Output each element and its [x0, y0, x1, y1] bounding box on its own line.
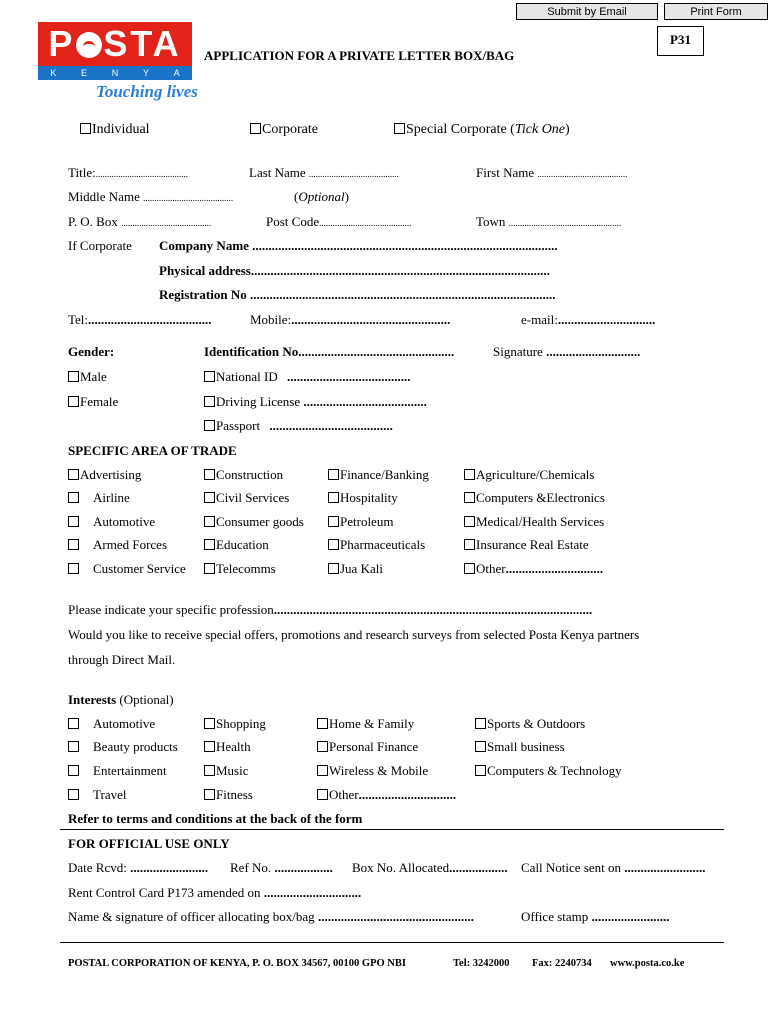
tel-label: Tel: [68, 312, 89, 327]
checkbox-icon[interactable] [68, 396, 79, 407]
id-passport[interactable]: Passport ...................................... [204, 418, 393, 434]
trade-option[interactable] [204, 467, 283, 483]
checkbox-icon[interactable] [204, 789, 215, 800]
paren-open: ( [294, 189, 299, 204]
checkbox-icon[interactable] [68, 718, 79, 729]
category-special-corporate[interactable] [394, 122, 570, 138]
town-field[interactable]: Town .................................................. [476, 214, 622, 229]
interest-option[interactable] [475, 739, 565, 755]
officer-field[interactable]: Name & signature of officer allocating box/bag ................................................ [68, 909, 474, 924]
mobile-label: Mobile: [250, 312, 292, 327]
offers-text-line2: through Direct Mail. [68, 652, 176, 667]
interest-option[interactable] [204, 716, 266, 732]
footer-tel: Tel: 3242000 [453, 958, 510, 969]
checkbox-icon[interactable] [68, 371, 79, 382]
checkbox-icon[interactable] [80, 123, 91, 134]
interest-option-label: Home & Family [329, 716, 415, 731]
trade-option[interactable] [464, 467, 594, 483]
logo-country-letter: N [111, 68, 119, 78]
first-name-label: First Name [476, 165, 535, 180]
checkbox-icon[interactable] [68, 765, 79, 776]
category-individual-label: Individual [92, 122, 150, 137]
logo-globe-icon [76, 32, 102, 58]
interest-option-label: Sports & Outdoors [487, 716, 586, 731]
trade-option[interactable] [68, 561, 186, 577]
checkbox-icon[interactable] [464, 563, 475, 574]
checkbox-icon[interactable] [204, 420, 215, 431]
checkbox-icon[interactable] [204, 469, 215, 480]
profession-label: Please indicate your specific profession [68, 602, 274, 617]
checkbox-icon[interactable] [317, 718, 328, 729]
interest-option-label: Wireless & Mobile [329, 763, 429, 778]
logo-country-letter: A [173, 68, 180, 78]
trade-option-label: Civil Services [216, 490, 290, 505]
rent-card-field[interactable]: Rent Control Card P173 amended on .............................. [68, 885, 362, 900]
tick-one-hint: Tick One [514, 122, 566, 137]
profession-field[interactable]: Please indicate your specific profession.................................................................................................. [68, 602, 593, 617]
trade-option-label: Pharmaceuticals [340, 537, 426, 552]
footer-website[interactable]: www.posta.co.ke [610, 958, 685, 969]
trade-option-label: Computers &Electronics [476, 490, 605, 505]
checkbox-icon[interactable] [68, 516, 79, 527]
date-rcvd-field[interactable]: Date Rcvd: ........................ [68, 860, 209, 875]
category-special-label: Special Corporate ( [406, 122, 515, 137]
footer-fax: Fax: 2240734 [532, 958, 592, 969]
interest-option[interactable] [68, 716, 155, 732]
interest-option[interactable] [68, 763, 167, 779]
submit-by-email-button[interactable]: Submit by Email [516, 3, 658, 20]
rent-card-label: Rent Control Card P173 amended on [68, 885, 261, 900]
trade-option[interactable] [68, 467, 141, 483]
interest-option-label: Entertainment [93, 763, 167, 778]
logo-tagline: Touching lives [96, 82, 198, 101]
checkbox-icon[interactable] [475, 718, 486, 729]
id-driving-license[interactable]: Driving License ...................................... [204, 394, 427, 410]
logo-letters-sta: STA [103, 23, 182, 64]
id-national-label: National ID [216, 369, 278, 384]
gender-male-label: Male [80, 369, 107, 384]
title-label: Title: [68, 165, 96, 180]
trade-option[interactable] [464, 490, 605, 506]
checkbox-icon[interactable] [328, 563, 339, 574]
email-field[interactable]: e-mail:.............................. [521, 312, 656, 327]
checkbox-icon[interactable] [328, 516, 339, 527]
trade-option-label: Advertising [80, 467, 142, 482]
trade-option-other[interactable]: Other.............................. [464, 561, 603, 577]
form-code: P31 [657, 26, 704, 56]
checkbox-icon[interactable] [475, 765, 486, 776]
gender-heading: Gender: [68, 344, 115, 359]
checkbox-icon[interactable] [464, 492, 475, 503]
trade-option[interactable] [328, 467, 429, 483]
checkbox-icon[interactable] [204, 765, 215, 776]
checkbox-icon[interactable] [317, 789, 328, 800]
office-stamp-label: Office stamp [521, 909, 589, 924]
interest-option[interactable] [317, 716, 414, 732]
trade-option[interactable] [464, 537, 589, 553]
interest-option[interactable] [204, 787, 253, 803]
first-name-field[interactable]: First Name ........................................ [476, 165, 628, 180]
checkbox-icon[interactable] [204, 396, 215, 407]
checkbox-icon[interactable] [464, 539, 475, 550]
trade-option[interactable] [68, 537, 167, 553]
divider [60, 942, 724, 943]
call-notice-field[interactable]: Call Notice sent on ......................... [521, 860, 706, 875]
email-label: e-mail: [521, 312, 558, 327]
interest-option[interactable] [317, 739, 418, 755]
trade-option-label: Consumer goods [216, 514, 304, 529]
interest-option[interactable] [68, 739, 178, 755]
logo-country-letter: E [81, 68, 88, 78]
ref-no-field[interactable]: Ref No. .................. [230, 860, 333, 875]
trade-heading: SPECIFIC AREA OF TRADE [68, 443, 237, 458]
call-notice-label: Call Notice sent on [521, 860, 622, 875]
interest-option[interactable] [317, 763, 428, 779]
id-passport-label: Passport [216, 418, 261, 433]
checkbox-icon[interactable] [464, 516, 475, 527]
checkbox-icon[interactable] [475, 741, 486, 752]
checkbox-icon[interactable] [317, 741, 328, 752]
trade-option[interactable] [204, 561, 276, 577]
registration-no-field[interactable]: Registration No .............................................................................................. [159, 287, 556, 302]
paren-close: ) [344, 189, 349, 204]
post-code-field[interactable]: Post Code......................................... [266, 214, 412, 229]
registration-no-label: Registration No [159, 287, 247, 302]
checkbox-icon[interactable] [317, 765, 328, 776]
interest-option-label: Music [216, 763, 249, 778]
mobile-field[interactable]: Mobile:................................................. [250, 312, 451, 327]
logo-letter-p: P [48, 23, 76, 64]
trade-option-label: Petroleum [340, 514, 394, 529]
checkbox-icon[interactable] [204, 492, 215, 503]
checkbox-icon[interactable] [204, 718, 215, 729]
pobox-field[interactable]: P. O. Box ........................................ [68, 214, 212, 229]
checkbox-icon[interactable] [204, 516, 215, 527]
interest-option-label: Computers & Technology [487, 763, 622, 778]
interest-option[interactable] [68, 787, 126, 803]
tel-field[interactable]: Tel:...................................... [68, 312, 212, 327]
trade-option[interactable] [328, 490, 398, 506]
checkbox-icon[interactable] [204, 741, 215, 752]
category-corporate-label: Corporate [262, 122, 318, 137]
trade-option-label: Airline [93, 490, 130, 505]
checkbox-icon[interactable] [394, 123, 405, 134]
trade-option-label: Construction [216, 467, 284, 482]
trade-option[interactable] [68, 490, 130, 506]
category-individual[interactable] [80, 122, 150, 138]
trade-option-label: Agriculture/Chemicals [476, 467, 595, 482]
id-driving-license-label: Driving License [216, 394, 301, 409]
checkbox-icon[interactable] [328, 539, 339, 550]
checkbox-icon[interactable] [328, 492, 339, 503]
trade-option-label: Telecomms [216, 561, 276, 576]
checkbox-icon[interactable] [204, 563, 215, 574]
interest-option-label: Fitness [216, 787, 253, 802]
trade-option-label: Hospitality [340, 490, 398, 505]
trade-option[interactable] [328, 514, 393, 530]
town-label: Town [476, 214, 506, 229]
footer-address: POSTAL CORPORATION OF KENYA, P. O. BOX 34567, 00100 GPO NBI [68, 958, 406, 969]
physical-address-label: Physical address [159, 263, 251, 278]
checkbox-icon[interactable] [68, 563, 79, 574]
middle-name-label: Middle Name [68, 189, 140, 204]
interests-optional: (Optional) [116, 692, 174, 707]
trade-option[interactable] [204, 514, 304, 530]
gender-female[interactable] [68, 394, 118, 410]
trade-option-label: Medical/Health Services [476, 514, 605, 529]
date-rcvd-label: Date Rcvd: [68, 860, 127, 875]
box-no-field[interactable]: Box No. Allocated.................. [352, 860, 508, 875]
checkbox-icon[interactable] [250, 123, 261, 134]
pobox-label: P. O. Box [68, 214, 118, 229]
divider [60, 829, 724, 830]
trade-option[interactable] [204, 490, 289, 506]
posta-logo [38, 22, 192, 66]
checkbox-icon[interactable] [328, 469, 339, 480]
interest-option-label: Other [329, 787, 359, 802]
signature-label: Signature [493, 344, 543, 359]
trade-option[interactable] [328, 537, 425, 553]
interests-heading [68, 692, 174, 708]
interests-title: Interests [68, 692, 117, 707]
interest-option[interactable] [475, 716, 585, 732]
trade-option-label: Insurance Real Estate [476, 537, 589, 552]
checkbox-icon[interactable] [204, 371, 215, 382]
interest-option-other[interactable]: Other.............................. [317, 787, 456, 803]
gender-male[interactable] [68, 369, 107, 385]
category-corporate[interactable] [250, 122, 318, 138]
trade-option-label: Finance/Banking [340, 467, 429, 482]
checkbox-icon[interactable] [68, 741, 79, 752]
logo-country-bar [38, 66, 192, 80]
id-national[interactable]: National ID ...................................... [204, 369, 410, 385]
signature-field[interactable]: Signature ............................. [493, 344, 641, 359]
interest-option-label: Health [216, 739, 251, 754]
box-no-label: Box No. Allocated [352, 860, 450, 875]
checkbox-icon[interactable] [68, 539, 79, 550]
if-corporate-label: If Corporate [68, 238, 132, 253]
last-name-label: Last Name [249, 165, 306, 180]
trade-option-label: Customer Service [93, 561, 186, 576]
trade-option[interactable] [464, 514, 604, 530]
interest-option-label: Small business [487, 739, 565, 754]
trade-option-label: Jua Kali [340, 561, 383, 576]
trade-option-label: Armed Forces [93, 537, 168, 552]
interest-option-label: Automotive [93, 716, 156, 731]
terms-note: Refer to terms and conditions at the back of the form [68, 811, 363, 826]
official-heading: FOR OFFICIAL USE ONLY [68, 836, 230, 851]
trade-option-label: Education [216, 537, 269, 552]
checkbox-icon[interactable] [68, 789, 79, 800]
offers-text-line1: Would you like to receive special offers, promotions and research surveys from selected Posta Kenya partners [68, 627, 640, 642]
physical-address-field[interactable]: Physical address............................................................................................ [159, 263, 550, 278]
checkbox-icon[interactable] [68, 492, 79, 503]
interest-option[interactable] [204, 763, 249, 779]
trade-option-label: Other [476, 561, 506, 576]
trade-option[interactable] [68, 514, 155, 530]
company-name-field[interactable]: Company Name .............................................................................................. [159, 238, 558, 253]
officer-label: Name & signature of officer allocating box/bag [68, 909, 315, 924]
post-code-label: Post Code [266, 214, 320, 229]
gender-female-label: Female [80, 394, 119, 409]
interest-option-label: Shopping [216, 716, 266, 731]
trade-option-label: Automotive [93, 514, 156, 529]
checkbox-icon[interactable] [68, 469, 79, 480]
interest-option-label: Personal Finance [329, 739, 419, 754]
trade-option[interactable] [204, 537, 269, 553]
last-name-field[interactable]: Last Name ........................................ [249, 165, 399, 180]
middle-name-field[interactable]: Middle Name ........................................ [68, 189, 234, 204]
optional-label: Optional [298, 189, 345, 204]
company-name-label: Company Name [159, 238, 249, 253]
interest-option[interactable] [204, 739, 251, 755]
trade-option[interactable] [328, 561, 383, 577]
interest-option-label: Beauty products [93, 739, 178, 754]
interest-option-label: Travel [93, 787, 127, 802]
page-title: APPLICATION FOR A PRIVATE LETTER BOX/BAG [204, 48, 515, 63]
identification-field[interactable]: Identification No................................................ [204, 344, 455, 359]
office-stamp-field[interactable]: Office stamp ........................ [521, 909, 670, 924]
checkbox-icon[interactable] [464, 469, 475, 480]
checkbox-icon[interactable] [204, 539, 215, 550]
interest-option[interactable] [475, 763, 622, 779]
logo-country-letter: K [50, 68, 57, 78]
print-form-button[interactable]: Print Form [664, 3, 768, 20]
optional-note [294, 189, 349, 205]
paren-close: ) [565, 122, 570, 137]
title-field[interactable]: Title:......................................... [68, 165, 188, 180]
ref-no-label: Ref No. [230, 860, 272, 875]
identification-label: Identification No [204, 344, 299, 359]
logo-country-letter: Y [142, 68, 149, 78]
